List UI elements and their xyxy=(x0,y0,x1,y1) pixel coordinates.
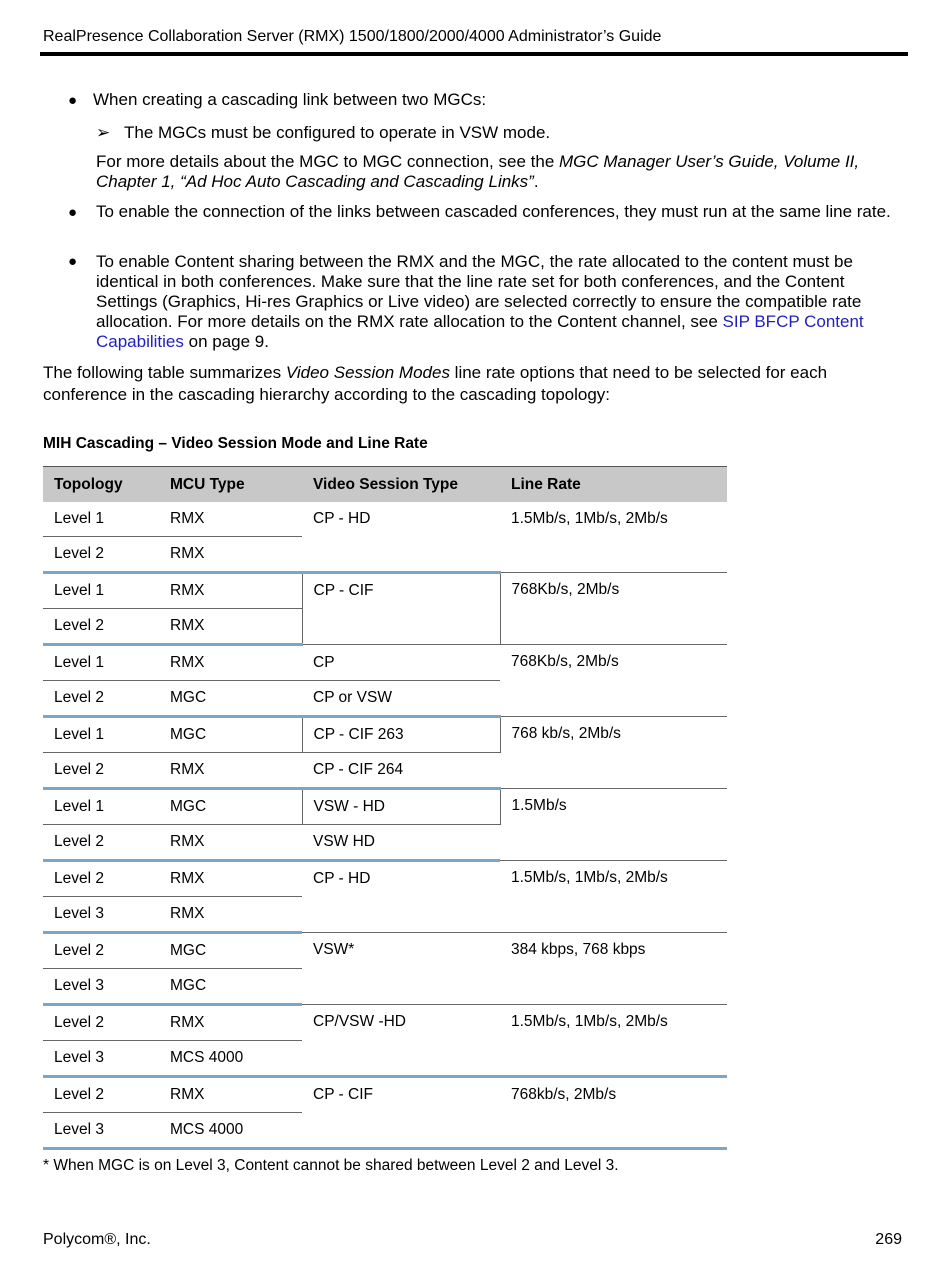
cell-session: CP or VSW xyxy=(302,681,500,717)
table-caption: MIH Cascading – Video Session Mode and Line Rate xyxy=(43,435,428,452)
cell-topology: Level 2 xyxy=(43,753,159,789)
cell-topology: Level 1 xyxy=(43,717,159,753)
cell-session: VSW - HD xyxy=(302,789,500,825)
footer-company: Polycom®, Inc. xyxy=(43,1231,151,1248)
cell-mcu: MGC xyxy=(159,681,302,717)
cell-topology: Level 2 xyxy=(43,825,159,861)
cell-topology: Level 3 xyxy=(43,969,159,1005)
cell-rate: 768Kb/s, 2Mb/s xyxy=(500,645,727,717)
table-header-row xyxy=(43,467,727,503)
cell-session: CP - HD xyxy=(302,502,500,573)
cell-rate: 1.5Mb/s, 1Mb/s, 2Mb/s xyxy=(500,1005,727,1077)
bullet-dot: ● xyxy=(68,92,78,109)
header-video-session-type: Video Session Type xyxy=(302,467,500,503)
table-row xyxy=(43,1005,727,1041)
table-row xyxy=(43,789,727,825)
cell-session: CP - HD xyxy=(302,861,500,933)
cell-topology: Level 2 xyxy=(43,861,159,897)
intro-paragraph xyxy=(43,362,903,405)
bullet-1-more xyxy=(96,152,904,192)
cell-topology: Level 2 xyxy=(43,933,159,969)
table-row xyxy=(43,645,727,681)
cell-mcu: MGC xyxy=(159,789,302,825)
cell-mcu: RMX xyxy=(159,753,302,789)
cell-session: VSW HD xyxy=(302,825,500,861)
table-row xyxy=(43,502,727,537)
header-mcu-type: MCU Type xyxy=(159,467,302,503)
page-header: RealPresence Collaboration Server (RMX) 1500/1800/2000/4000 Administrator’s Guide xyxy=(43,28,662,45)
cell-session: VSW* xyxy=(302,933,500,1005)
cell-mcu: RMX xyxy=(159,502,302,537)
sip-bfcp-link[interactable]: SIP BFCP Content Capabilities xyxy=(96,312,864,351)
cell-topology: Level 2 xyxy=(43,681,159,717)
bullet-3-text: To enable Content sharing between the RMX and the MGC, the rate allocated to the content must be identical in both conferences. Make sure that the line rate set for both conferences, and the Content Settings (Graphics, Hi-res Graphics or Live video) are selected correctly to ensure the compatible rate allocation. For more details on the RMX rate allocation to the Content channel, see xyxy=(96,252,862,331)
cell-rate: 1.5Mb/s, 1Mb/s, 2Mb/s xyxy=(500,861,727,933)
cell-topology: Level 3 xyxy=(43,897,159,933)
table-row xyxy=(43,1077,727,1113)
cell-session: CP - CIF 263 xyxy=(302,717,500,753)
cell-rate: 768kb/s, 2Mb/s xyxy=(500,1077,727,1149)
header-line-rate: Line Rate xyxy=(500,467,727,503)
cell-mcu: MGC xyxy=(159,933,302,969)
cell-topology: Level 2 xyxy=(43,609,159,645)
cell-rate: 384 kbps, 768 kbps xyxy=(500,933,727,1005)
table-row xyxy=(43,933,727,969)
bullet-3-suffix: on page 9. xyxy=(183,332,269,351)
cell-session: CP - CIF 264 xyxy=(302,753,500,789)
header-rule xyxy=(40,52,908,56)
intro-italic: Video Session Modes xyxy=(285,363,450,382)
cell-mcu: RMX xyxy=(159,609,302,645)
cell-mcu: RMX xyxy=(159,645,302,681)
cell-topology: Level 2 xyxy=(43,1005,159,1041)
cell-topology: Level 2 xyxy=(43,1077,159,1113)
table-row xyxy=(43,861,727,897)
bullet-3 xyxy=(96,252,904,352)
cell-topology: Level 1 xyxy=(43,573,159,609)
cell-session: CP - CIF xyxy=(302,1077,500,1149)
sub-bullet-1: The MGCs must be configured to operate in VSW mode. xyxy=(124,123,551,142)
page-number: 269 xyxy=(875,1231,902,1248)
cell-mcu: MCS 4000 xyxy=(159,1041,302,1077)
cell-mcu: RMX xyxy=(159,897,302,933)
cell-session: CP xyxy=(302,645,500,681)
cell-mcu: MGC xyxy=(159,969,302,1005)
cell-session: CP/VSW -HD xyxy=(302,1005,500,1077)
cell-topology: Level 1 xyxy=(43,789,159,825)
bullet-dot: ● xyxy=(68,204,78,221)
cell-rate: 768 kb/s, 2Mb/s xyxy=(500,717,727,789)
cell-topology: Level 3 xyxy=(43,1041,159,1077)
table-row xyxy=(43,573,727,609)
arrow-icon: ➢ xyxy=(96,123,111,142)
cell-topology: Level 1 xyxy=(43,645,159,681)
more-prefix: For more details about the MGC to MGC connection, see the xyxy=(96,152,559,171)
cell-topology: Level 2 xyxy=(43,537,159,573)
cell-mcu: RMX xyxy=(159,825,302,861)
more-suffix: . xyxy=(533,172,539,191)
bullet-1: When creating a cascading link between two MGCs: xyxy=(93,90,487,109)
bullet-dot: ● xyxy=(68,253,78,270)
table-row xyxy=(43,717,727,753)
cell-mcu: MGC xyxy=(159,717,302,753)
header-topology: Topology xyxy=(43,467,159,503)
bullet-2: To enable the connection of the links between cascaded conferences, they must run at the same line rate. xyxy=(96,202,891,221)
cell-mcu: RMX xyxy=(159,573,302,609)
cell-session: CP - CIF xyxy=(302,573,500,645)
footnote: * When MGC is on Level 3, Content cannot be shared between Level 2 and Level 3. xyxy=(43,1157,619,1174)
intro-suffix: line rate options that need to be selected for each conference in the cascading hierarchy according to the cascading topology: xyxy=(43,363,828,404)
guide-reference: MGC Manager User’s Guide, Volume II, Chapter 1, “Ad Hoc Auto Cascading and Cascading Links” xyxy=(96,152,860,191)
cell-mcu: RMX xyxy=(159,861,302,897)
cell-topology: Level 1 xyxy=(43,502,159,537)
cell-rate: 1.5Mb/s xyxy=(500,789,727,861)
cell-rate: 1.5Mb/s, 1Mb/s, 2Mb/s xyxy=(500,502,727,573)
cell-mcu: RMX xyxy=(159,1077,302,1113)
cascading-table xyxy=(43,466,727,1150)
intro-prefix: The following table summarizes xyxy=(43,363,286,382)
cell-mcu: MCS 4000 xyxy=(159,1113,302,1149)
cell-topology: Level 3 xyxy=(43,1113,159,1149)
cell-rate: 768Kb/s, 2Mb/s xyxy=(500,573,727,645)
cell-mcu: RMX xyxy=(159,1005,302,1041)
cell-mcu: RMX xyxy=(159,537,302,573)
